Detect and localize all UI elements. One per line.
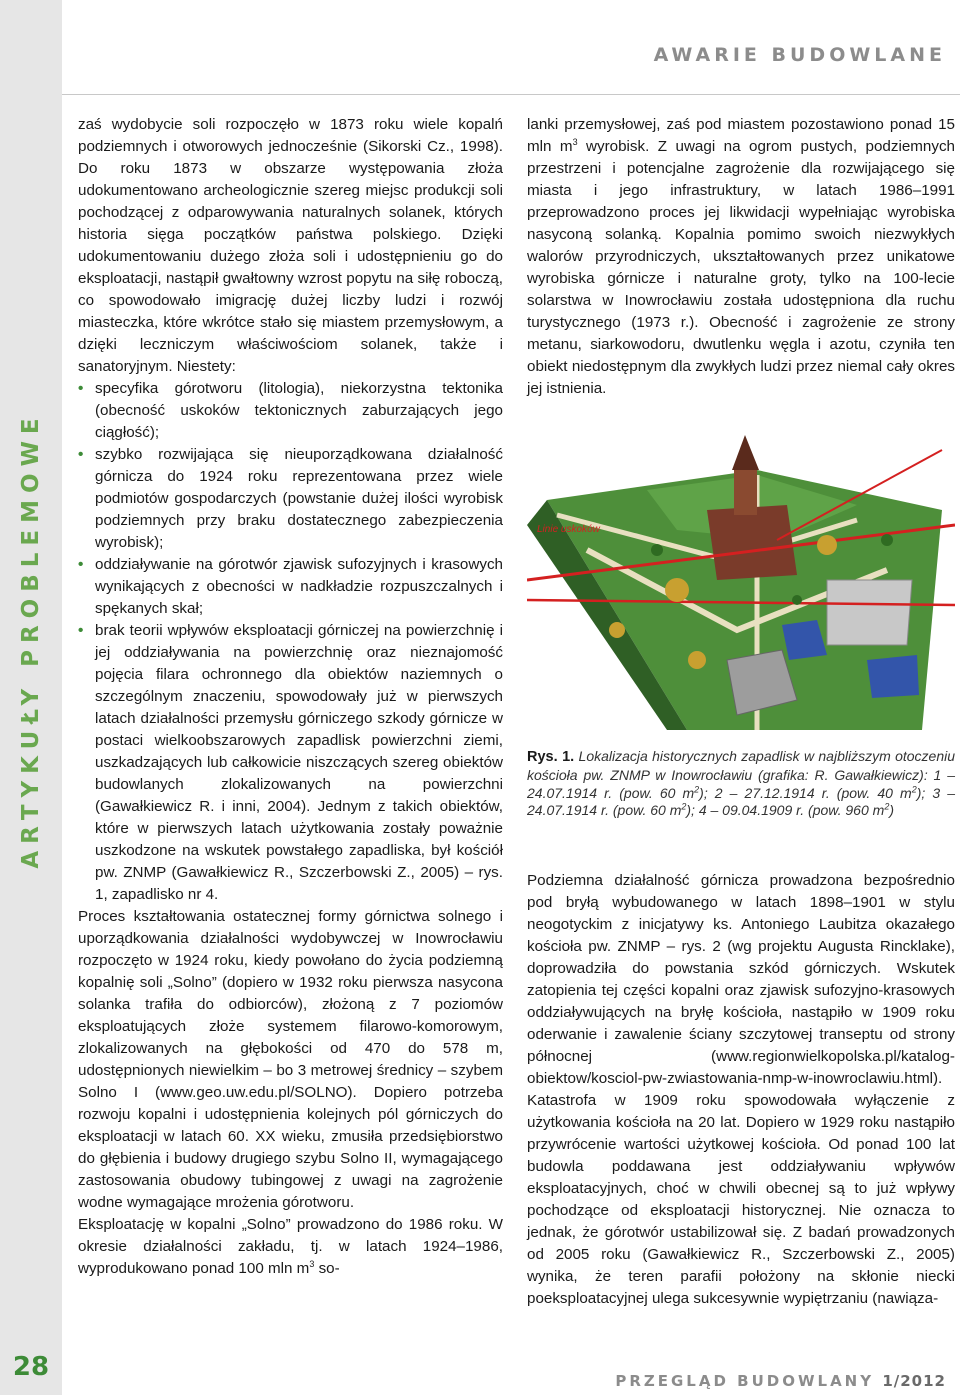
tree-icon bbox=[792, 595, 802, 605]
figure-site-map bbox=[527, 430, 955, 730]
issue-number: 1/2012 bbox=[882, 1372, 946, 1390]
sinkhole-marker bbox=[688, 651, 706, 669]
paragraph: Podziemna działalność górnicza prowadzona bezpośrednio pod bryłą wybudowanego w latach 1898–1901 w stylu neogotyckim z inicjatywy ks. Antoniego Laubitza okazałego kościoła pw. ZNMP – rys. 2 (wg projektu Augusta Rincklake), doprowadziła do powstania szkód górniczych. Wskutek zatopienia tej części kopalni oraz zjawisk sufozyjno-krasowych oddziaływujących na bryłę kościoła, nastąpiło w 1909 roku oderwanie i zawalenie ściany szczytowej transeptu od strony północnej (www.regionwielkopolska.pl/katalog-obiektow/kosciol-pw-zwiastowania-nmp-w-inowroclawiu.html). bbox=[527, 872, 955, 1087]
figure-caption: Rys. 1. Lokalizacja historycznych zapadlisk w najbliższym otoczeniu kościoła pw. ZNMP w Inowrocławiu (grafika: R. Gawałkiewicz): 1 – 24.07.1914 r. (pow. 60 $m^2$); 2 – 27.12.1914 r. (pow. 40 $m^2$); 3 – 24.07.1914 r. (pow. 60 $m^2$); 4 – 09.04.1909 r. (pow. 960 $m^2$) bbox=[527, 748, 956, 819]
bullet-item: • brak teorii wpływów eksploatacji górniczej na powierzchnię i jej oddziaływania na powierzchnię oraz nieznajomość pojęcia filara ochronnego dla obiektów naziemnych o szczególnym znaczeniu, spowodowały już w pierwszych latach działalności przemysłu górniczego szkody górnicze w postaci wielkoobszarowych zapadlisk powierzchni ziemi, uszkadzających lub całkowicie niszczących szereg obiektów budowlanych zlokalizowanych na powierzchni (Gawałkiewicz R. i inni, 2004). Jednym z takich obiektów, które w pierwszych latach użytkowania zostały poważnie uszkodzone na wskutek powstałego zapadliska, był kościół pw. ZNMP (Gawałkiewicz R., Szczerbowski Z., 2005) – rys. 1, zapadlisko nr 4. bbox=[78, 622, 503, 903]
right-column-bottom bbox=[527, 870, 955, 1310]
paragraph: Katastrofa w 1909 roku spowodowała wyłączenie z użytkowania kościoła na 20 lat. Dopiero w 1929 roku nastąpiło przywrócenie wartości użytkowej kościoła. Od ponad 100 lat budowla poddawana jest oddziaływaniu wpływów eksploatacyjnych, choć w chwili obecnej są to już wpływy pochodzące od eksploatacji historycznej. Nie oznacza to jednak, że górotwór ustabilizował się. Z badań prowadzonych od 2005 roku (Gawałkiewicz R., Szczerbowski Z., 2005) wynika, że teren parafii położony na skłonie niecki poeksploatacyjnej ulega sukcesywnie wypiętrzaniu (nawiąza- bbox=[527, 1092, 955, 1307]
page-number: 28 bbox=[12, 1352, 50, 1382]
church-tower bbox=[732, 435, 759, 470]
tree-icon bbox=[881, 534, 893, 546]
left-column bbox=[78, 114, 503, 1280]
bullet-item: • szybko rozwijająca się nieuporządkowana działalność górnicza do 1924 roku reprezentowana przez wiele podmiotów gospodarczych (powstanie dużej ilości wyrobisk podziemnych przy braku dostatecznego zabezpieczenia wyrobisk); bbox=[78, 446, 503, 551]
right-column-top bbox=[527, 114, 955, 400]
fault-lines-label: Linie uskoków bbox=[537, 524, 600, 535]
footer bbox=[615, 1372, 946, 1390]
tree-icon bbox=[651, 544, 663, 556]
bullet-icon: • bbox=[78, 380, 84, 397]
church-tower-body bbox=[734, 470, 757, 515]
sidebar bbox=[0, 0, 62, 1395]
church-building bbox=[707, 505, 797, 580]
caption-number: Rys. 1. bbox=[527, 749, 575, 765]
building-roof bbox=[867, 655, 919, 698]
section-category-label: ARTYKUŁY PROBLEMOWE bbox=[18, 411, 44, 869]
sinkhole-marker bbox=[609, 622, 625, 638]
paragraph: zaś wydobycie soli rozpoczęło w 1873 roku wiele kopalń podziemnych i otworowych jednocześnie (Sikorski Cz., 1998). Do roku 1873 w obszarze występowania złoża udokumentowano archeologicznie szereg miejsc produkcji soli pochodzącej z odparowywania naturalnych solanek, których historia sięga początków państwa polskiego. Dzięki udokumentowaniu dużego złoża soli i udostępnieniu go do eksploatacji, nastąpił gwałtowny wzrost popytu na siłę roboczą, co spowodowało imigrację dużej liczby ludzi i rozwój miasteczka, które wkrótce stało się miastem przemysłowym, a dzięki leczniczym właściwościom solanek, także i sanatoryjnym. Niestety: bbox=[78, 116, 503, 375]
section-title: AWARIE BUDOWLANE bbox=[653, 44, 946, 66]
magazine-name: PRZEGLĄD BUDOWLANY bbox=[615, 1372, 875, 1390]
paragraph: Eksploatację w kopalni „Solno” prowadzono do 1986 roku. W okresie działalności zakładu, tj. w latach 1924–1986, wyprodukowano ponad 100 mln $m^3$ so- bbox=[78, 1216, 503, 1277]
paragraph: lanki przemysłowej, zaś pod miastem pozostawiono ponad 15 mln $m^3$ wyrobisk. Z uwagi na ogrom pustych, podziemnych przestrzeni i potencjalne zagrożenie dla rozwijającego się miasta i jego infrastruktury, w latach 1986–1991 przeprowadzono proces jej likwidacji wypełniając wyrobiska nasyconą solanką. Kopalnia pomimo swoich niezwykłych walorów przyrodniczych, ukształtowanych przez unikatowe wyrobiska górnicze i naturalne groty, tylko na 100-lecie solarstwa w Inowrocławiu została udostępniona dla ruchu turystycznego (1973 r.). Obecność i zagrożenie ze strony metanu, siarkowodoru, dwutlenku węgla i azotu, czyniła ten obiekt niedostępnym dla zwykłych ludzi przez niemal cały okres jej istnienia. bbox=[527, 116, 955, 397]
bullet-icon: • bbox=[78, 446, 84, 463]
bullet-icon: • bbox=[78, 556, 84, 573]
header-divider bbox=[62, 94, 960, 95]
site-map-illustration bbox=[527, 430, 955, 730]
sinkhole-marker bbox=[817, 535, 837, 555]
bullet-item: • oddziaływanie na górotwór zjawisk sufozyjnych i krasowych wynikających z obecności w nadkładzie rozpuszczalnych i spękanych skał; bbox=[78, 556, 503, 617]
sinkhole-marker bbox=[665, 578, 689, 602]
building-block bbox=[827, 580, 912, 645]
paragraph: Proces kształtowania ostatecznej formy górnictwa solnego i uporządkowania działalności wydobywczej w Inowrocławiu rozpoczęto w 1924 roku, kiedy powołano do życia podziemną kopalnię soli „Solno” (dopiero w 1932 roku pierwsza nasycona solanka trafiła do odbiorców), złożoną z 7 poziomów eksploatujących złoże systemem filarowo-komorowym, zlokalizowanych na głębokości od 470 do 578 m, udostępnionych niewielkim – bo 3 metrowej średnicy – szybem Solno I (www.geo.uw.edu.pl/SOLNO). Dopiero potrzeba rozwoju kopalni i udostępnienia kolejnych pól górniczych do eksploatacji w latach 60. XX wieku, zmusiła przedsiębiorstwo do głębienia i budowy drugiego szybu Solno II, wymagającego zastosowania obudowy tubingowej z uwagi na zagrożenie wodne wymagające mrożenia górotworu. bbox=[78, 908, 503, 1211]
bullet-icon: • bbox=[78, 622, 84, 639]
bullet-item: • specyfika górotworu (litologia), niekorzystna tektonika (obecność uskoków tektonicznych zaburzających jego ciągłość); bbox=[78, 380, 503, 441]
